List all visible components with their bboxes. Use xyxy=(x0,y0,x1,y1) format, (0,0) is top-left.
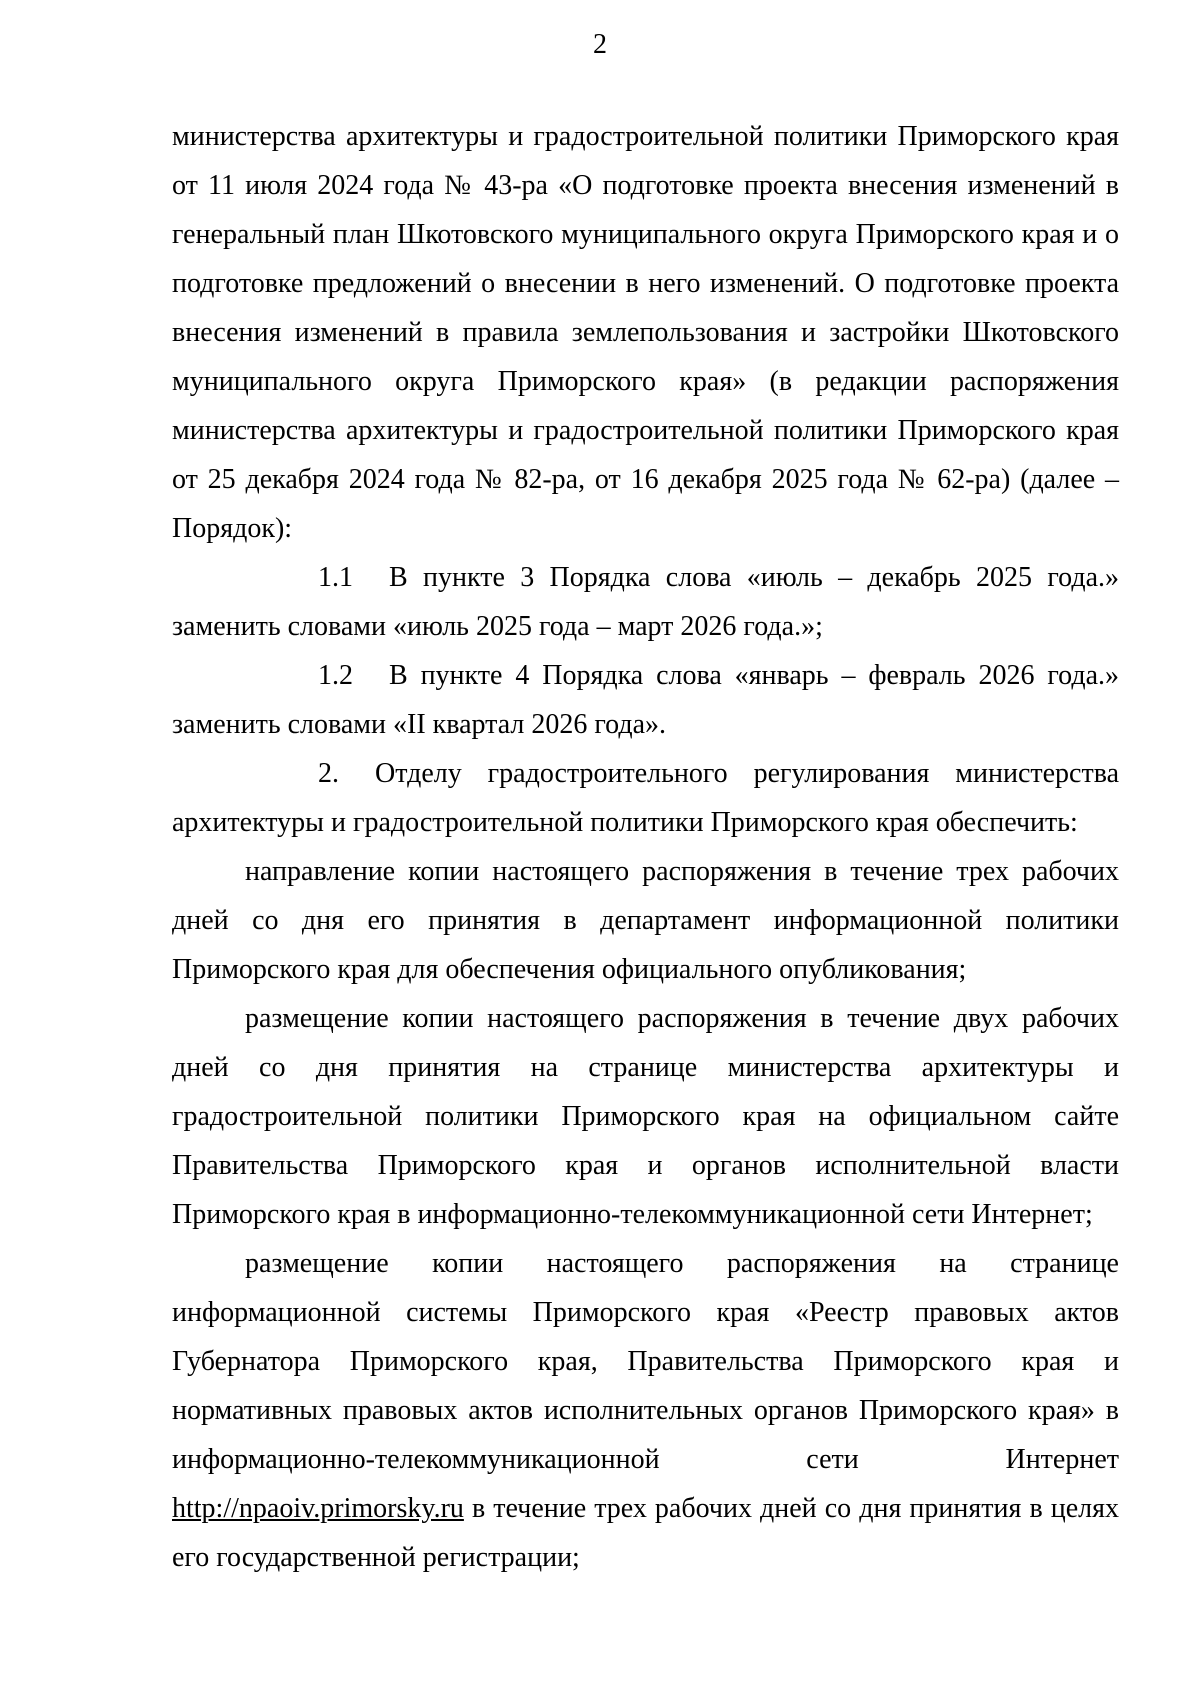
page-number: 2 xyxy=(593,29,607,60)
paragraph-item-1-2 xyxy=(172,651,1119,749)
registry-link[interactable]: http://npaoiv.primorsky.ru xyxy=(172,1493,464,1524)
paragraph-item-2 xyxy=(172,749,1119,847)
item-number: 2. xyxy=(318,758,339,789)
item-number: 1.2 xyxy=(318,660,353,691)
paragraph-publish-registry xyxy=(172,1239,1119,1582)
registry-text-before: размещение копии настоящего распоряжения на странице информационной системы Приморского края «Реестр правовых актов Губернатора Приморского края, Правительства Приморского края и нормативных правовых актов исполнительных органов Приморского края» в информационно-телекоммуникационной сети Интернет xyxy=(172,1248,1119,1475)
item-number: 1.1 xyxy=(318,562,353,593)
paragraph-publish-ministry-page: размещение копии настоящего распоряжения в течение двух рабочих дней со дня принятия на странице министерства архитектуры и градостроительной политики Приморского края на официальном сайте Правительства Приморского края и органов исполнительной власти Приморского края в информационно-телекоммуникационной сети Интернет; xyxy=(172,1003,1119,1230)
item-text: В пункте 3 Порядка слова «июль – декабрь 2025 года.» заменить словами «июль 2025 года – март 2026 года.»; xyxy=(172,562,1119,642)
registry-text-after: в течение трех рабочих дней со дня принятия в целях его государственной регистрации; xyxy=(172,1493,1119,1573)
item-text: Отделу градостроительного регулирования министерства архитектуры и градостроительной политики Приморского края обеспечить: xyxy=(172,758,1119,838)
paragraph-send-copy: направление копии настоящего распоряжения в течение трех рабочих дней со дня его принятия в департамент информационной политики Приморского края для обеспечения официального опубликования; xyxy=(172,856,1119,985)
paragraph-preamble-continuation: министерства архитектуры и градостроительной политики Приморского края от 11 июля 2024 года № 43-ра «О подготовке проекта внесения изменений в генеральный план Шкотовского муниципального округа Приморского края и о подготовке предложений о внесении в него изменений. О подготовке проекта внесения изменений в правила землепользования и застройки Шкотовского муниципального округа Приморского края» (в редакции распоряжения министерства архитектуры и градостроительной политики Приморского края от 25 декабря 2024 года № 82-ра, от 16 декабря 2025 года № 62-ра) (далее – Порядок): xyxy=(172,121,1119,544)
paragraph-item-1-1 xyxy=(172,553,1119,651)
document-body xyxy=(172,112,1119,1582)
item-text: В пункте 4 Порядка слова «январь – февраль 2026 года.» заменить словами «II квартал 2026 года». xyxy=(172,660,1119,740)
